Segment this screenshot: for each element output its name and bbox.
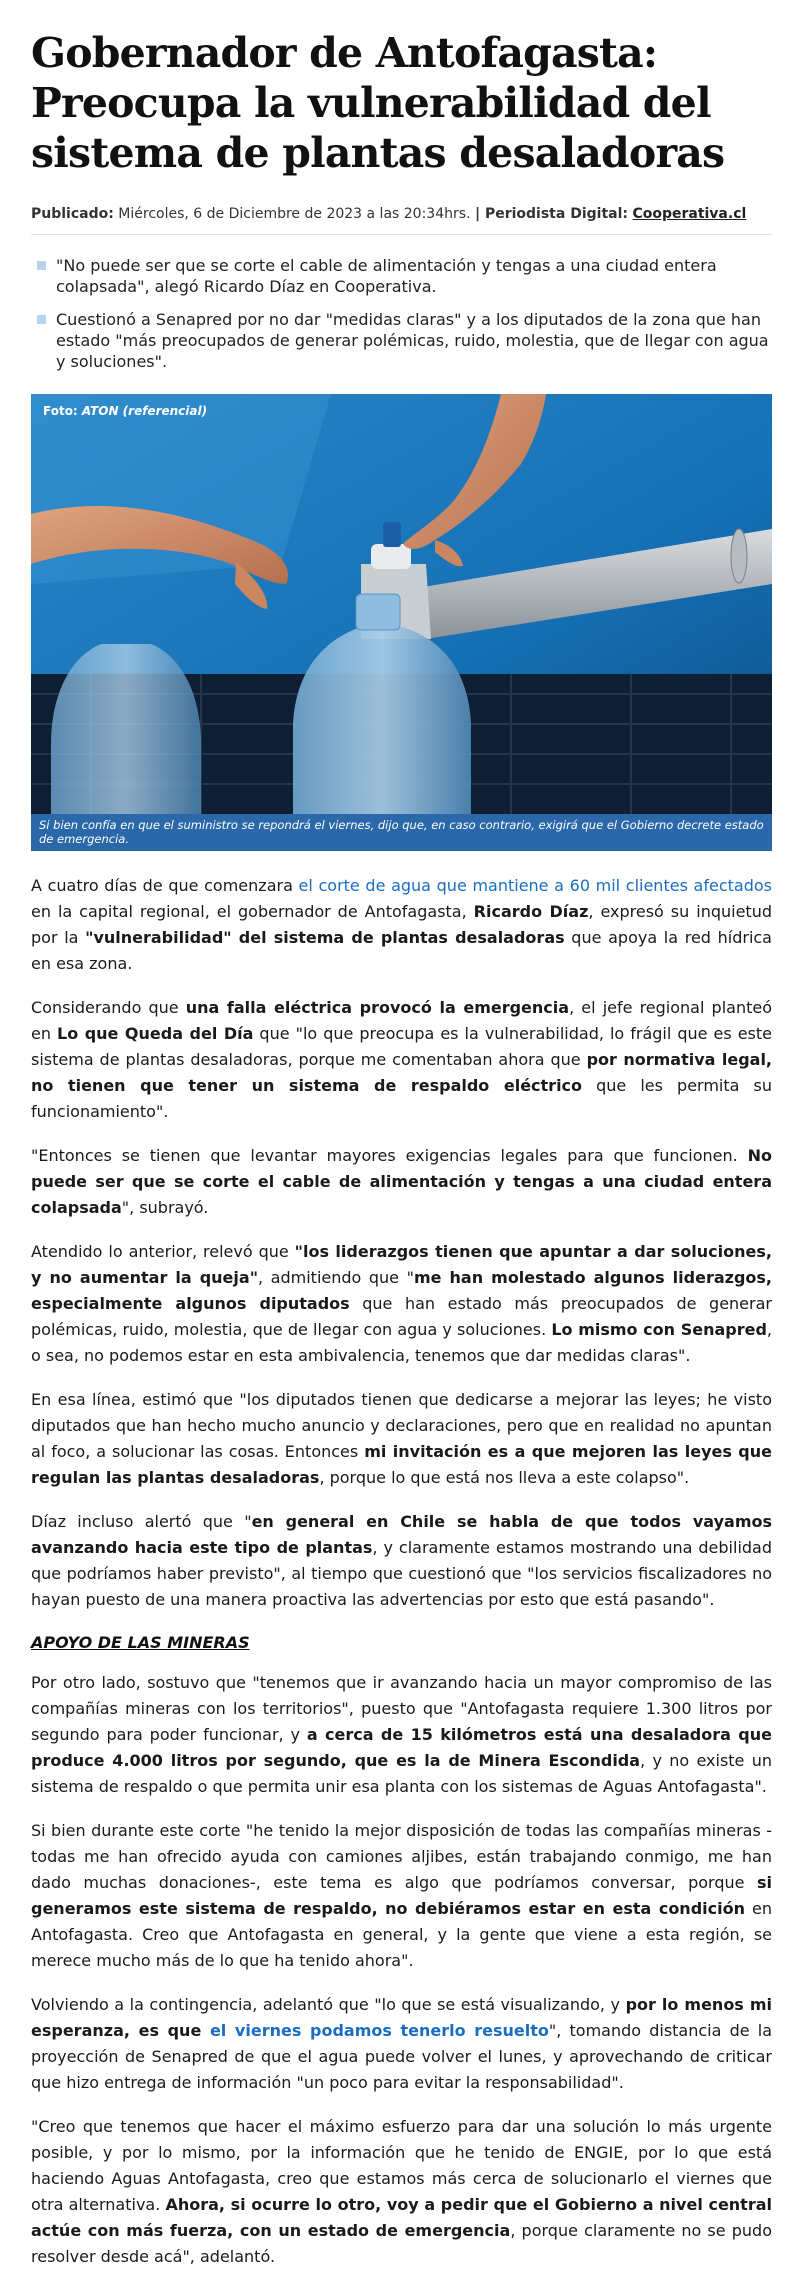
square-bullet-icon	[37, 315, 46, 324]
square-bullet-icon	[37, 261, 46, 270]
source-link[interactable]: Cooperativa.cl	[632, 206, 747, 222]
summary-bullet: Cuestionó a Senapred por no dar "medidas claras" y a los diputados de la zona que han estado "más preocupados de generar polémicas, ruido, molestia, que de llegar con agua y soluciones".	[31, 309, 772, 372]
section-subheading: APOYO DE LAS MINERAS	[31, 1633, 250, 1652]
journalist-label: Periodista Digital:	[484, 206, 628, 222]
article-photo	[31, 394, 772, 814]
photo-caption: Si bien confía en que el suministro se repondrá el viernes, dijo que, en caso contrario, exigirá que el Gobierno decrete estado de emergencia.	[31, 814, 772, 851]
paragraph: Si bien durante este corte "he tenido la mejor disposición de todas las compañías mineras -todas me han ofrecido ayuda con camiones aljibes, están trabajando conmigo, me han dado muchas donaciones-, este tema es algo que podríamos conversar, porque si generamos este sistema de respaldo, no debiéramos estar en esta condición en Antofagasta. Creo que Antofagasta en general, y la gente que viene a esta región, se merece mucho más de lo que ha tenido ahora".	[31, 1821, 772, 1970]
inline-link[interactable]: el viernes podamos tenerlo resuelto	[209, 2021, 549, 2040]
paragraph: Por otro lado, sostuvo que "tenemos que ir avanzando hacia un mayor compromiso de las compañías mineras con los territorios", puesto que "Antofagasta requiere 1.300 litros por segundo para poder funcionar, y a cerca de 15 kilómetros está una desaladora que produce 4.000 litros por segundo, que es la de Minera Escondida, y no existe un sistema de respaldo o que permita unir esa planta con los sistemas de Aguas Antofagasta".	[31, 1673, 772, 1796]
paragraph: Atendido lo anterior, relevó que "los liderazgos tienen que apuntar a dar soluciones, y no aumentar la queja", admitiendo que "me han molestado algunos liderazgos, especialmente algunos diputados que han estado más preocupados de generar polémicas, ruido, molestia, que de llegar con agua y soluciones. Lo mismo con Senapred, o sea, no podemos estar en esta ambivalencia, tenemos que dar medidas claras".	[31, 1242, 773, 1365]
published-label: Publicado:	[31, 206, 114, 222]
article-meta	[31, 206, 772, 235]
paragraph: Considerando que una falla eléctrica provocó la emergencia, el jefe regional planteó en Lo que Queda del Día que "lo que preocupa es la vulnerabilidad, lo frágil que es este sistema de plantas desaladoras, porque me comentaban ahora que por normativa legal, no tienen que tener un sistema de respaldo eléctrico que les permita su funcionamiento".	[31, 998, 773, 1121]
paragraph: "Creo que tenemos que hacer el máximo esfuerzo para dar una solución lo más urgente posible, y por lo mismo, por la información que he tenido de ENGIE, por lo que está haciendo Aguas Antofagasta, creo que estamos más cerca de solucionarlo el viernes que otra alternativa. Ahora, si ocurre lo otro, voy a pedir que el Gobierno a nivel central actúe con más fuerza, con un estado de emergencia, porque claramente no se pudo resolver desde acá", adelantó.	[31, 2117, 772, 2266]
published-date: Miércoles, 6 de Diciembre de 2023 a las 20:34hrs.	[113, 206, 475, 222]
paragraph: A cuatro días de que comenzara el corte de agua que mantiene a 60 mil clientes afectados en la capital regional, el gobernador de Antofagasta, Ricardo Díaz, expresó su inquietud por la "vulnerabilidad" del sistema de plantas desaladoras que apoya la red hídrica en esa zona.	[31, 876, 772, 973]
paragraph: En esa línea, estimó que "los diputados tienen que dedicarse a mejorar las leyes; he visto diputados que han hecho mucho anuncio y declaraciones, pero que en realidad no apuntan al foco, a solucionar las cosas. Entonces mi invitación es a que mejoren las leyes que regulan las plantas desaladoras, porque lo que está nos lleva a este colapso".	[31, 1390, 772, 1487]
water-bottle-illustration	[31, 394, 772, 814]
paragraph: "Entonces se tienen que levantar mayores exigencias legales para que funcionen. No puede ser que se corte el cable de alimentación y tengas a una ciudad entera colapsada", subrayó.	[31, 1146, 772, 1217]
article-title: Gobernador de Antofagasta: Preocupa la vulnerabilidad del sistema de plantas desaladoras	[31, 29, 725, 177]
paragraph: Volviendo a la contingencia, adelantó que "lo que se está visualizando, y por lo menos mi esperanza, es que el viernes podamos tenerlo resuelto", tomando distancia de la proyección de Senapred de que el agua puede volver el lunes, y aprovechando de criticar que hizo entrega de información "un poco para evitar la responsabilidad".	[31, 1995, 773, 2092]
photo-credit: Foto: ATON (referencial)	[43, 404, 208, 418]
summary-bullet: "No puede ser que se corte el cable de alimentación y tengas a una ciudad entera colapsada", alegó Ricardo Díaz en Cooperativa.	[31, 255, 772, 297]
meta-separator: |	[474, 206, 485, 222]
article	[31, 28, 772, 2270]
article-body	[31, 873, 772, 2270]
summary-bullets	[31, 255, 772, 372]
paragraph: Díaz incluso alertó que "en general en Chile se habla de que todos vayamos avanzando hacia este tipo de plantas, y claramente estamos mostrando una debilidad que podríamos haber previsto", al tiempo que cuestionó que "los servicios fiscalizadores no hayan puesto de una manera proactiva las advertencias por esto que está pasando".	[31, 1512, 773, 1609]
inline-link[interactable]: el corte de agua que mantiene a 60 mil clientes afectados	[298, 876, 772, 895]
